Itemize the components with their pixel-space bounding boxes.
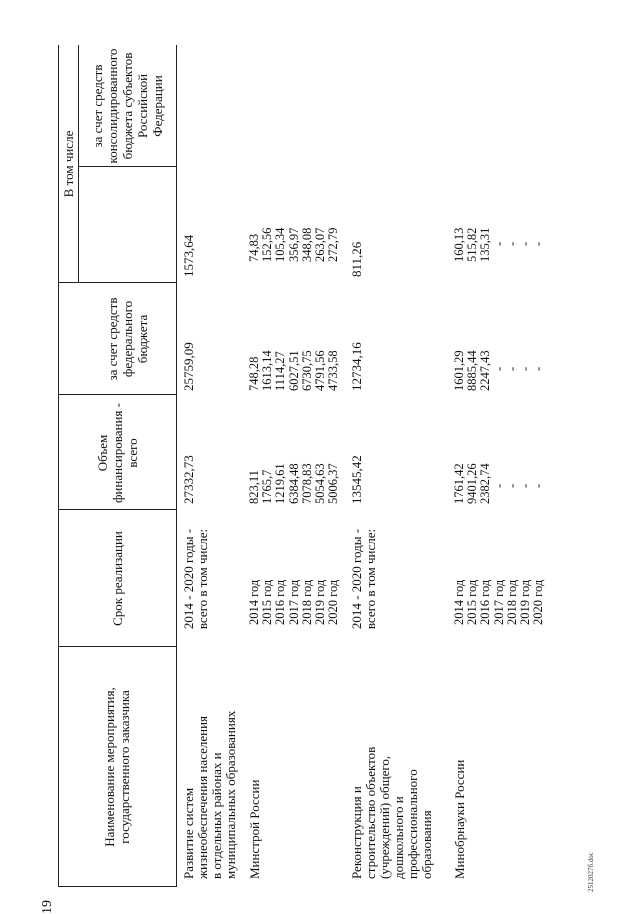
row-4-regional-2: 515,82 bbox=[465, 227, 480, 262]
row-2-regional-1: 74,83 bbox=[247, 233, 261, 262]
row-1-term: 2014 - 2020 годы - всего в том числе: bbox=[181, 528, 210, 630]
footer-code: 2512027б.doc bbox=[587, 852, 595, 892]
row-2-regional-4: 356,97 bbox=[286, 227, 301, 262]
col-divider-1 bbox=[58, 646, 176, 647]
row-2-total-5: 7078,83 bbox=[299, 463, 314, 504]
row-2-regional-6: 263,07 bbox=[312, 227, 327, 262]
header-left-border bbox=[58, 886, 176, 887]
col-divider-5 bbox=[78, 166, 176, 167]
row-2-total-2: 1765,7 bbox=[260, 469, 275, 504]
row-2-regional-7: 272,79 bbox=[326, 227, 341, 262]
row-4-federal-7: - bbox=[531, 366, 546, 371]
row-4-total-7: - bbox=[531, 483, 546, 488]
row-3-name: Реконструкция и строительство объектов (учреждений) общего, дошкольного и профессионального образования bbox=[349, 746, 434, 879]
row-2-year-2: 2015 год bbox=[260, 579, 275, 625]
row-1-regional: 1573,64 bbox=[181, 234, 196, 277]
row-2-total-7: 5006,37 bbox=[326, 463, 341, 504]
row-2-federal-3: 1114,27 bbox=[273, 351, 288, 391]
row-2-federal-7: 4733,58 bbox=[326, 350, 341, 391]
row-3-regional: 811,26 bbox=[349, 241, 364, 277]
col-divider-2 bbox=[58, 509, 176, 510]
header-term: Срок реализации bbox=[109, 531, 125, 626]
row-4-year-4: 2017 год bbox=[491, 579, 506, 625]
row-4-total bbox=[453, 463, 545, 504]
row-2-federal bbox=[248, 350, 340, 391]
row-4-federal-4: - bbox=[491, 366, 506, 371]
row-4-regional-6: - bbox=[517, 241, 532, 246]
row-3-total: 13545,42 bbox=[349, 455, 364, 504]
row-4-federal-2: 8885,44 bbox=[465, 350, 480, 391]
financing-table bbox=[58, 45, 584, 887]
row-2-regional-3: 105,34 bbox=[273, 227, 288, 262]
row-2-year-1: 2014 год bbox=[247, 579, 261, 625]
row-2-federal-5: 6730,75 bbox=[299, 350, 314, 391]
row-4-federal-5: - bbox=[504, 366, 519, 371]
row-4-regional-4: - bbox=[491, 241, 506, 246]
row-4-regional-1: 160,13 bbox=[452, 227, 466, 262]
row-4-name: Минобрнауки России bbox=[452, 759, 467, 879]
row-4-federal-6: - bbox=[517, 366, 532, 371]
row-4-total-2: 9401,26 bbox=[465, 463, 480, 504]
row-2-regional-2: 152,56 bbox=[260, 227, 275, 262]
row-2-total-1: 823,11 bbox=[247, 470, 261, 504]
row-4-year-2: 2015 год bbox=[465, 579, 480, 625]
row-2-year-3: 2016 год bbox=[273, 579, 288, 625]
header-bottom-border bbox=[176, 45, 177, 887]
header-federal: за счет средств федерального бюджета bbox=[104, 297, 150, 381]
row-1-federal: 25759,09 bbox=[181, 342, 196, 391]
page-number: 19 bbox=[40, 900, 55, 914]
row-2-year-5: 2018 год bbox=[299, 579, 314, 625]
row-2-year-7: 2020 год bbox=[326, 579, 341, 625]
row-4-regional bbox=[453, 228, 545, 262]
row-4-year-1: 2014 год bbox=[452, 579, 466, 625]
row-3-term: 2014 - 2020 годы - всего в том числе: bbox=[349, 528, 378, 630]
row-1-name: Развитие систем жизнеобеспечения населения в отдельных районах и муниципальных образованиях bbox=[181, 710, 238, 879]
row-4-total-6: - bbox=[517, 483, 532, 488]
header-total: Объем финансирования - всего bbox=[94, 403, 140, 504]
header-name: Наименование мероприятия, государственного заказчика bbox=[102, 687, 132, 847]
row-2-regional-5: 348,08 bbox=[299, 227, 314, 262]
row-1-total: 27332,73 bbox=[181, 455, 196, 504]
row-2-federal-1: 748,28 bbox=[247, 356, 261, 391]
row-4-total-1: 1761,42 bbox=[452, 463, 466, 504]
row-4-federal-1: 1601,29 bbox=[452, 350, 466, 391]
row-2-federal-4: 6027,51 bbox=[286, 350, 301, 391]
row-4-federal bbox=[453, 350, 545, 391]
row-4-year-7: 2020 год bbox=[531, 579, 546, 625]
row-2-total-6: 5054,63 bbox=[312, 463, 327, 504]
row-4-federal-3: 2247,43 bbox=[478, 350, 493, 391]
row-2-total-3: 1219,61 bbox=[273, 463, 288, 504]
row-2-total-4: 6384,48 bbox=[286, 463, 301, 504]
row-4-total-5: - bbox=[504, 483, 519, 488]
row-4-year-5: 2018 год bbox=[504, 579, 519, 625]
row-4-total-3: 2382,74 bbox=[478, 463, 493, 504]
row-4-year-6: 2019 год bbox=[517, 579, 532, 625]
row-2-years bbox=[248, 580, 340, 625]
row-2-federal-2: 1613,14 bbox=[260, 350, 275, 391]
row-3-federal: 12734,16 bbox=[349, 342, 364, 391]
row-4-years bbox=[453, 580, 545, 625]
row-4-regional-5: - bbox=[504, 241, 519, 246]
row-2-name: Минстрой России bbox=[247, 779, 262, 879]
row-2-federal-6: 4791,56 bbox=[312, 350, 327, 391]
row-2-regional bbox=[248, 228, 340, 262]
header-incl: В том числе bbox=[60, 130, 76, 198]
header-regional-left bbox=[78, 171, 176, 281]
col-divider-3 bbox=[58, 394, 176, 395]
row-4-total-4: - bbox=[491, 483, 506, 488]
row-2-year-4: 2017 год bbox=[286, 579, 301, 625]
row-2-year-6: 2019 год bbox=[312, 579, 327, 625]
header-regional: за счет средств консолидированного бюджета субъектов Российской Федерации bbox=[89, 48, 165, 164]
row-4-regional-3: 135,31 bbox=[478, 227, 493, 262]
row-4-year-3: 2016 год bbox=[478, 579, 493, 625]
row-2-total bbox=[248, 463, 340, 504]
row-4-regional-7: - bbox=[531, 241, 546, 246]
